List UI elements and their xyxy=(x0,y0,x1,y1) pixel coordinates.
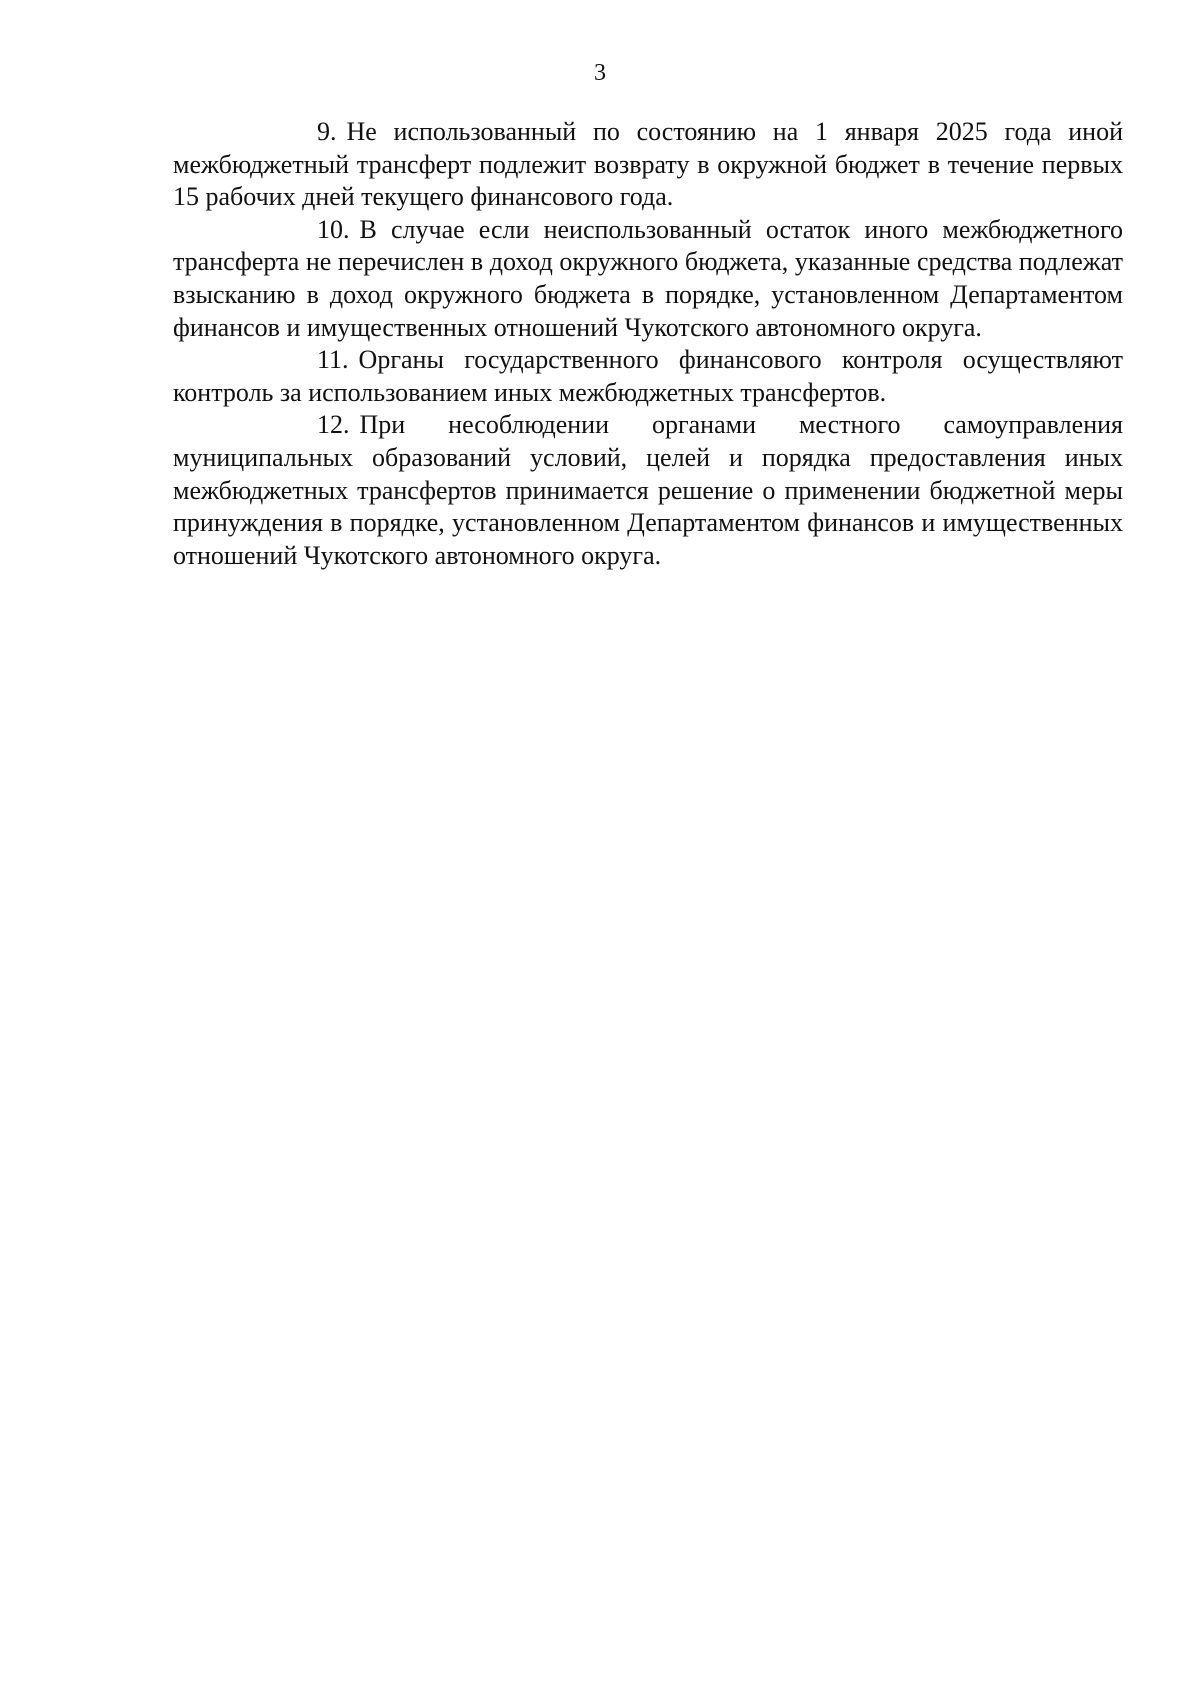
paragraph-number: 12. xyxy=(317,410,350,440)
paragraph-9 xyxy=(173,116,1123,214)
page-number: 3 xyxy=(594,60,606,86)
paragraph-text: Не использованный по состоянию на 1 января 2025 года иной межбюджетный трансферт подлежит возврату в окружной бюджет в течение первых 15 рабочих дней текущего финансового года. xyxy=(173,117,1123,212)
paragraph-text: При несоблюдении органами местного самоуправления муниципальных образований условий, целей и порядка предоставления иных межбюджетных трансфертов принимается решение о применении бюджетной меры принуждения в порядке, установленном Департаментом финансов и имущественных отношений Чукотского автономного округа. xyxy=(173,410,1123,570)
paragraph-12 xyxy=(173,409,1123,572)
paragraph-text: Органы государственного финансового контроля осуществляют контроль за использованием иных межбюджетных трансфертов. xyxy=(173,345,1123,407)
paragraph-number: 10. xyxy=(317,214,350,244)
paragraph-10 xyxy=(173,214,1123,344)
paragraph-text: В случае если неиспользованный остаток иного межбюджетного трансферта не перечислен в доход окружного бюджета, указанные средства подлежат взысканию в доход окружного бюджета в порядке, установленном Департаментом финансов и имущественных отношений Чукотского автономного округа. xyxy=(173,214,1123,342)
paragraph-11 xyxy=(173,344,1123,409)
paragraph-number: 11. xyxy=(317,345,349,375)
paragraph-number: 9. xyxy=(317,117,337,146)
document-body xyxy=(173,116,1123,572)
